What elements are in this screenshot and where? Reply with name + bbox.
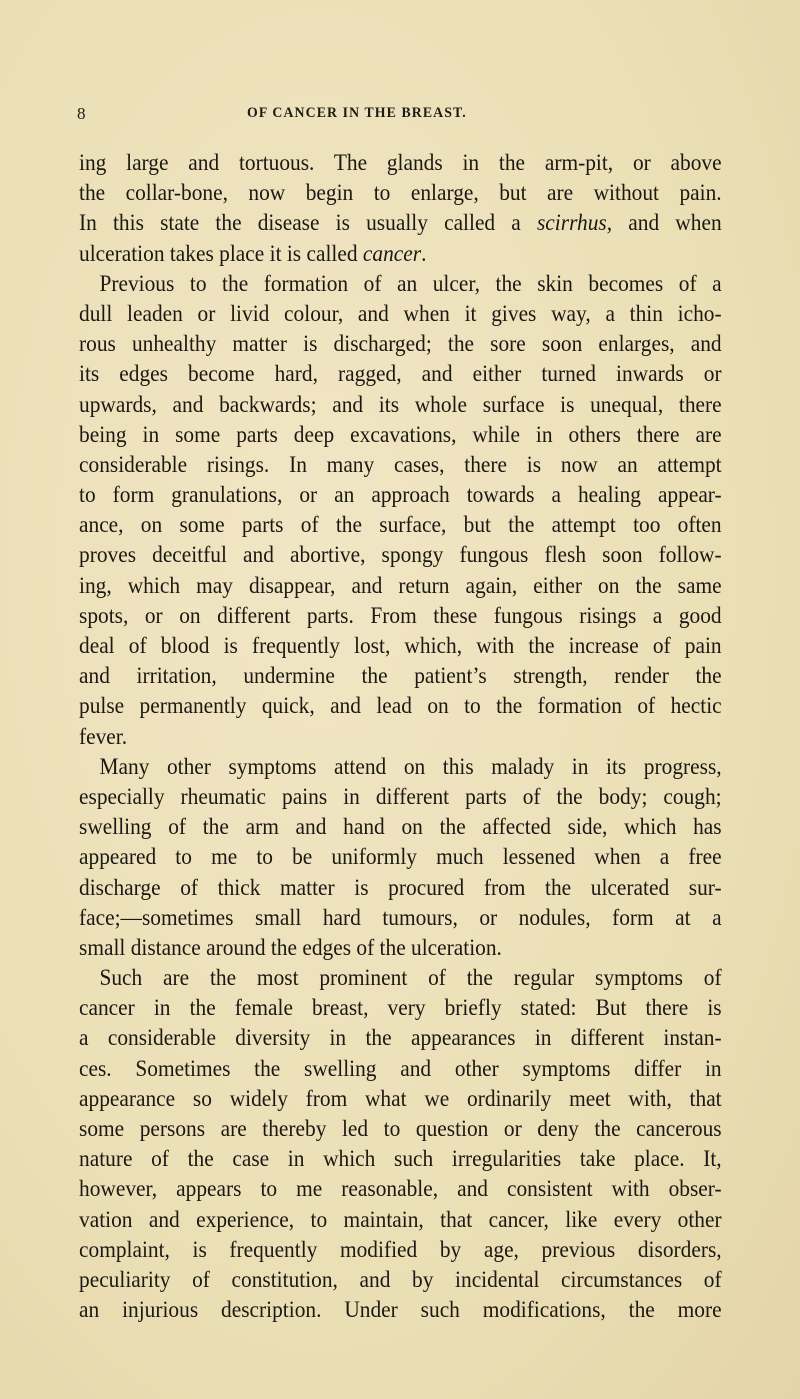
- text-line: [79, 1205, 722, 1235]
- text-segment: ulceration takes place it is called: [79, 240, 363, 266]
- text-segment: ces. Sometimes the swelling and other symptoms differ in: [79, 1055, 722, 1081]
- running-header: [0, 104, 800, 124]
- text-line: [79, 601, 722, 631]
- text-line: [79, 420, 722, 450]
- text-line: [79, 842, 722, 872]
- text-segment: proves deceitful and abortive, spongy fungous flesh soon follow-: [79, 542, 722, 568]
- text-segment: rous unhealthy matter is discharged; the sore soon enlarges, and: [79, 331, 722, 357]
- text-line: [79, 450, 722, 480]
- text-line: [79, 963, 722, 993]
- text-line: [79, 178, 722, 208]
- text-segment: the collar-bone, now begin to enlarge, but are without pain.: [79, 180, 722, 206]
- text-segment: being in some parts deep excavations, while in others there are: [79, 421, 722, 447]
- text-segment: complaint, is frequently modified by age, previous disorders,: [79, 1236, 722, 1262]
- italic-term: cancer: [362, 240, 422, 266]
- text-line: [79, 239, 722, 269]
- text-segment: small distance around the edges of the ulceration.: [79, 934, 502, 960]
- text-line: [79, 148, 722, 178]
- text-line: [79, 269, 722, 299]
- text-segment: and irritation, undermine the patient’s strength, render the: [79, 663, 722, 689]
- text-line: [79, 1295, 722, 1325]
- text-segment: however, appears to me reasonable, and consistent with obser-: [79, 1176, 722, 1202]
- text-line: [79, 903, 722, 933]
- text-line: [79, 1023, 722, 1053]
- text-segment: its edges become hard, ragged, and either turned inwards or: [79, 361, 722, 387]
- text-segment: swelling of the arm and hand on the affected side, which has: [79, 814, 722, 840]
- text-segment: discharge of thick matter is procured from the ulcerated sur-: [79, 874, 722, 900]
- text-line: [79, 1144, 722, 1174]
- text-line: [79, 571, 722, 601]
- text-segment: an injurious description. Under such modifications, the more: [79, 1297, 722, 1323]
- body-text: [79, 148, 722, 1325]
- text-line: [79, 299, 722, 329]
- text-line: [79, 540, 722, 570]
- text-line: [79, 480, 722, 510]
- text-line: [79, 782, 722, 812]
- text-segment: fever.: [79, 723, 128, 749]
- text-line: [79, 661, 722, 691]
- text-line: [79, 873, 722, 903]
- text-segment: In this state the disease is usually called a: [79, 210, 537, 236]
- text-segment: .: [421, 240, 427, 266]
- text-segment: ance, on some parts of the surface, but the attempt too often: [79, 512, 722, 538]
- text-segment: face;—sometimes small hard tumours, or nodules, form at a: [79, 904, 722, 930]
- text-segment: ing large and tortuous. The glands in the arm-pit, or above: [79, 150, 722, 175]
- text-segment: some persons are thereby led to question or deny the cancerous: [79, 1116, 722, 1141]
- text-segment: Previous to the formation of an ulcer, the skin becomes of a: [99, 270, 722, 296]
- text-segment: Such are the most prominent of the regular symptoms of: [99, 965, 722, 991]
- text-segment: appearance so widely from what we ordinarily meet with, that: [79, 1085, 722, 1111]
- text-line: [79, 1265, 722, 1295]
- text-segment: deal of blood is frequently lost, which, with the increase of pain: [79, 633, 722, 658]
- text-line: [79, 933, 722, 963]
- text-segment: dull leaden or livid colour, and when it gives way, a thin icho-: [79, 300, 722, 326]
- text-line: [79, 359, 722, 389]
- text-segment: appeared to me to be uniformly much lessened when a free: [79, 844, 722, 870]
- text-segment: especially rheumatic pains in different parts of the body; cough;: [79, 783, 722, 809]
- text-line: [79, 1084, 722, 1114]
- italic-term: scirrhus,: [536, 210, 613, 236]
- text-line: [79, 752, 722, 782]
- text-line: [79, 1114, 722, 1144]
- text-line: [79, 329, 722, 359]
- text-line: [79, 1054, 722, 1084]
- text-segment: ing, which may disappear, and return again, either on the same: [79, 572, 722, 598]
- text-segment: and when: [612, 210, 722, 236]
- text-segment: nature of the case in which such irregularities take place. It,: [79, 1146, 722, 1172]
- text-segment: spots, or on different parts. From these fungous risings a good: [79, 602, 722, 628]
- running-title: OF CANCER IN THE BREAST.: [247, 105, 467, 121]
- text-line: [79, 691, 722, 721]
- text-segment: upwards, and backwards; and its whole surface is unequal, there: [79, 391, 722, 417]
- text-line: [79, 510, 722, 540]
- text-segment: vation and experience, to maintain, that cancer, like every other: [79, 1206, 722, 1232]
- text-line: [79, 722, 722, 752]
- text-segment: considerable risings. In many cases, there is now an attempt: [79, 451, 722, 477]
- text-line: [79, 390, 722, 420]
- text-segment: to form granulations, or an approach towards a healing appear-: [79, 482, 722, 508]
- text-line: [79, 812, 722, 842]
- text-segment: Many other symptoms attend on this malady in its progress,: [99, 753, 722, 779]
- page-number: 8: [77, 104, 86, 123]
- text-segment: pulse permanently quick, and lead on to the formation of hectic: [79, 693, 722, 719]
- text-line: [79, 993, 722, 1023]
- text-line: [79, 1174, 722, 1204]
- text-line: [79, 208, 722, 238]
- text-line: [79, 1235, 722, 1265]
- text-segment: peculiarity of constitution, and by incidental circumstances of: [79, 1266, 722, 1292]
- text-segment: cancer in the female breast, very briefly stated: But there is: [79, 995, 722, 1021]
- text-line: [79, 631, 722, 661]
- text-segment: a considerable diversity in the appearances in different instan-: [79, 1025, 722, 1051]
